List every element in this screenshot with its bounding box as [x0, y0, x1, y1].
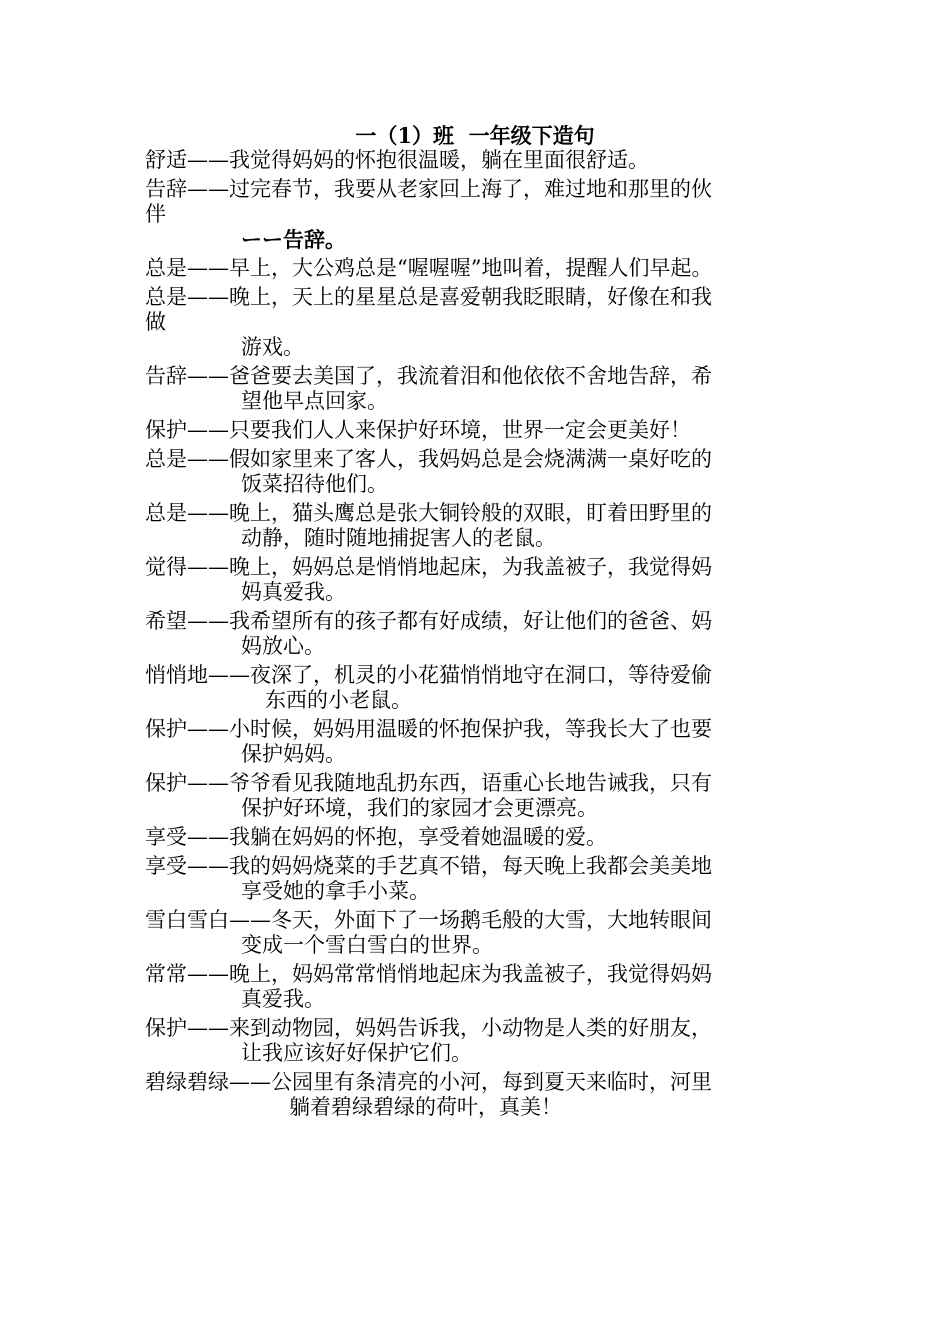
document-title: 一（1）班 一年级下造句: [355, 123, 595, 148]
entry-line: 觉得——晚上，妈妈总是悄悄地起床，为我盖被子，我觉得妈: [145, 555, 712, 579]
entry-line: 总是——晚上，猫头鹰总是张大铜铃般的双眼，盯着田野里的: [145, 501, 712, 525]
entry-line: 悄悄地——夜深了，机灵的小花猫悄悄地守在洞口，等待爱偷: [145, 663, 712, 687]
entry-continuation: ーー告辞。: [241, 227, 346, 252]
entry-line: 希望——我希望所有的孩子都有好成绩，好让他们的爸爸、妈: [145, 609, 712, 633]
entry-continuation: 保护妈妈。: [241, 742, 346, 766]
entry-continuation: 东西的小老鼠。: [265, 688, 412, 712]
entry-line: 总是——早上，大公鸡总是“喔喔喔”地叫着，提醒人们早起。: [145, 256, 713, 280]
entry-line: 享受——我的妈妈烧菜的手艺真不错，每天晚上我都会美美地: [145, 854, 712, 878]
entry-continuation: 让我应该好好保护它们。: [241, 1041, 472, 1065]
entry-continuation: 动静，随时随地捕捉害人的老鼠。: [241, 526, 556, 550]
entry-line: 伴: [145, 202, 166, 226]
entry-continuation: 躺着碧绿碧绿的荷叶，真美！: [289, 1095, 562, 1119]
entry-continuation: 饭菜招待他们。: [241, 472, 388, 496]
entry-continuation: 妈放心。: [241, 634, 325, 658]
entry-line: 雪白雪白——冬天，外面下了一场鹅毛般的大雪，大地转眼间: [145, 908, 712, 932]
entry-line: 舒适——我觉得妈妈的怀抱很温暖，躺在里面很舒适。: [145, 148, 649, 172]
entry-line: 碧绿碧绿——公园里有条清亮的小河，每到夏天来临时，河里: [145, 1070, 712, 1094]
entry-line: 保护——爷爷看见我随地乱扔东西，语重心长地告诫我，只有: [145, 771, 712, 795]
entry-line: 享受——我躺在妈妈的怀抱，享受着她温暖的爱。: [145, 825, 607, 849]
entry-continuation: 真爱我。: [241, 987, 325, 1011]
entry-line: 做: [145, 310, 166, 334]
entry-line: 常常——晚上，妈妈常常悄悄地起床为我盖被子，我觉得妈妈: [145, 962, 712, 986]
entry-line: 总是——假如家里来了客人，我妈妈总是会烧满满一桌好吃的: [145, 447, 712, 471]
sentence-list: [145, 148, 809, 1120]
entry-line: 总是——晚上，天上的星星总是喜爱朝我眨眼睛，好像在和我: [145, 285, 712, 309]
entry-line: 告辞——过完春节，我要从老家回上海了，难过地和那里的伙: [145, 177, 712, 201]
entry-continuation: 享受她的拿手小菜。: [241, 879, 430, 903]
entry-line: 保护——来到动物园，妈妈告诉我，小动物是人类的好朋友，: [145, 1016, 712, 1040]
entry-line: 告辞——爸爸要去美国了，我流着泪和他依依不舍地告辞，希: [145, 364, 712, 388]
entry-continuation: 变成一个雪白雪白的世界。: [241, 933, 493, 957]
entry-line: 保护——只要我们人人来保护好环境，世界一定会更美好！: [145, 418, 691, 442]
entry-line: 保护——小时候，妈妈用温暖的怀抱保护我，等我长大了也要: [145, 717, 712, 741]
entry-continuation: 望他早点回家。: [241, 389, 388, 413]
entry-continuation: 游戏。: [241, 335, 304, 359]
entry-continuation: 保护好环境，我们的家园才会更漂亮。: [241, 796, 598, 820]
entry-continuation: 妈真爱我。: [241, 580, 346, 604]
